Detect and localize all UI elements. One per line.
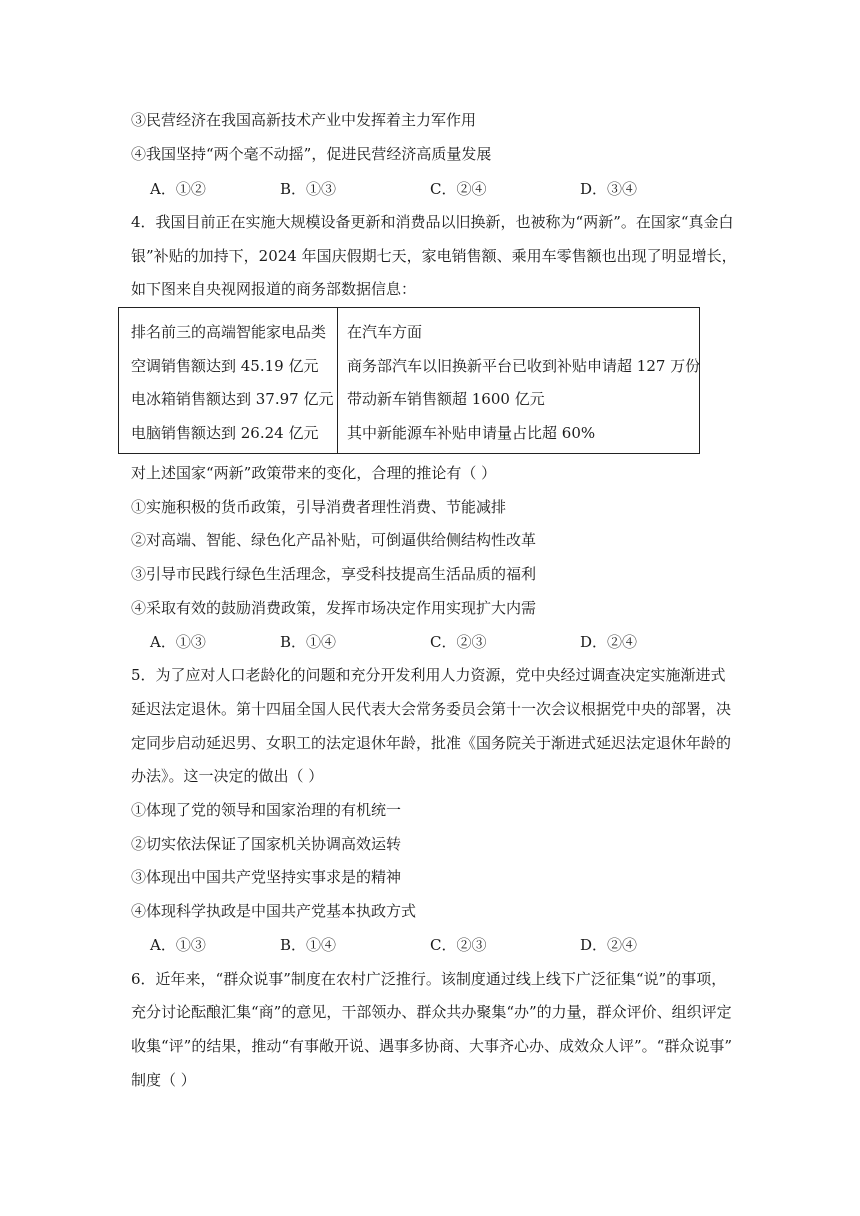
q5-statement-3: ③体现出中国共产党坚持实事求是的精神 xyxy=(131,868,402,886)
q3-option-d: D．③④ xyxy=(580,180,638,198)
q5-stem-line-3: 定同步启动延迟男、女职工的法定退休年龄，批准《国务院关于渐进式延迟法定退休年龄的 xyxy=(131,734,732,752)
table-left-row-1: 空调销售额达到 45.19 亿元 xyxy=(131,357,319,375)
q4-stem-line-2: 银”补贴的加持下，2024 年国庆假期七天，家电销售额、乘用车零售额也出现了明显增长， xyxy=(131,247,737,265)
q5-stem-line-2: 延迟法定退休。第十四届全国人民代表大会常务委员会第十一次会议根据党中央的部署，决 xyxy=(131,700,732,718)
q5-option-d: D．②④ xyxy=(580,936,638,954)
q4-stem-line-1: 4．我国目前正在实施大规模设备更新和消费品以旧换新，也被称为“两新”。在国家“真金白 xyxy=(131,213,734,231)
table-right-row-1: 商务部汽车以旧换新平台已收到补贴申请超 127 万份 xyxy=(347,357,701,375)
q3-statement-4: ④我国坚持“两个毫不动摇”，促进民营经济高质量发展 xyxy=(131,145,492,163)
table-right-row-2: 带动新车销售额超 1600 亿元 xyxy=(347,390,545,408)
q5-stem-line-4: 办法》。这一决定的做出（ ） xyxy=(131,767,324,785)
q3-option-b: B．①③ xyxy=(280,180,337,198)
q4-option-c: C．②③ xyxy=(430,633,487,651)
q4-option-a: A．①③ xyxy=(150,633,206,651)
q5-stem-line-1: 5．为了应对人口老龄化的问题和充分开发利用人力资源，党中央经过调查决定实施渐进式 xyxy=(131,666,726,684)
q4-option-b: B．①④ xyxy=(280,633,337,651)
q4-statement-2: ②对高端、智能、绿色化产品补贴，可倒逼供给侧结构性改革 xyxy=(131,531,537,549)
q4-statement-3: ③引导市民践行绿色生活理念，享受科技提高生活品质的福利 xyxy=(131,565,537,583)
q5-option-a: A．①③ xyxy=(150,936,206,954)
table-left-header: 排名前三的高端智能家电品类 xyxy=(131,323,327,341)
q4-stem-line-3: 如下图来自央视网报道的商务部数据信息： xyxy=(131,280,417,298)
q4-statement-1: ①实施积极的货币政策，引导消费者理性消费、节能减排 xyxy=(131,498,507,516)
q3-option-a: A．①② xyxy=(150,180,206,198)
q6-stem-line-3: 收集“评”的结果，推动“有事敞开说、遇事多协商、大事齐心办、成效众人评”。“群众说事” xyxy=(131,1037,733,1055)
table-right-header: 在汽车方面 xyxy=(347,323,423,341)
table-right-row-3: 其中新能源车补贴申请量占比超 60% xyxy=(347,424,596,442)
q4-option-d: D．②④ xyxy=(580,633,638,651)
q3-option-c: C．②④ xyxy=(430,180,487,198)
q5-option-b: B．①④ xyxy=(280,936,337,954)
q5-statement-1: ①体现了党的领导和国家治理的有机统一 xyxy=(131,801,402,819)
q5-statement-4: ④体现科学执政是中国共产党基本执政方式 xyxy=(131,902,417,920)
q4-data-table xyxy=(118,307,700,454)
table-left-row-2: 电冰箱销售额达到 37.97 亿元 xyxy=(131,390,334,408)
q6-stem-line-1: 6．近年来，“群众说事”制度在农村广泛推行。该制度通过线上线下广泛征集“说”的事项， xyxy=(131,970,727,988)
q4-question: 对上述国家“两新”政策带来的变化，合理的推论有（ ） xyxy=(131,464,497,482)
q3-statement-3: ③民营经济在我国高新技术产业中发挥着主力军作用 xyxy=(131,111,477,129)
q6-stem-line-4: 制度（ ） xyxy=(131,1071,196,1089)
q5-option-c: C．②③ xyxy=(430,936,487,954)
q4-statement-4: ④采取有效的鼓励消费政策，发挥市场决定作用实现扩大内需 xyxy=(131,599,537,617)
table-left-row-3: 电脑销售额达到 26.24 亿元 xyxy=(131,424,319,442)
table-divider xyxy=(337,308,338,453)
q6-stem-line-2: 充分讨论酝酿汇集“商”的意见，干部领办、群众共办聚集“办”的力量，群众评价、组织评定 xyxy=(131,1003,732,1021)
q5-statement-2: ②切实依法保证了国家机关协调高效运转 xyxy=(131,835,402,853)
